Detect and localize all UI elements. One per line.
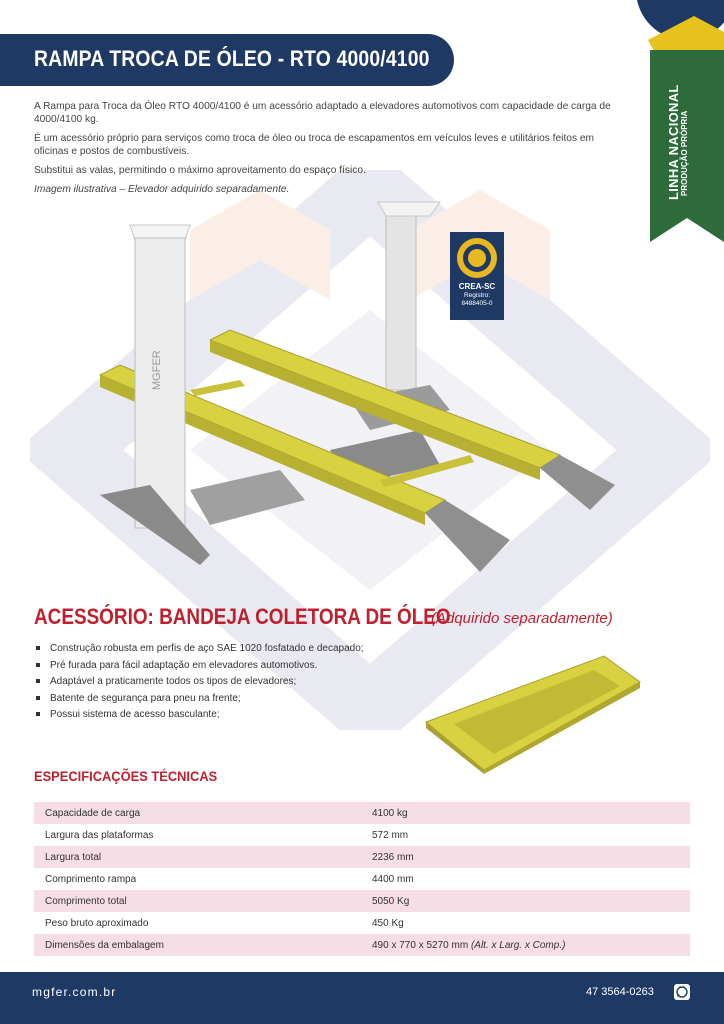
specs-table (34, 802, 690, 956)
spec-value-note: (Alt. x Larg. x Comp.) (470, 939, 566, 951)
crea-label: Registro: (463, 292, 490, 299)
footer (0, 972, 724, 1024)
spec-value: 490 x 770 x 5270 mm (Alt. x Larg. x Comp.) (372, 934, 690, 956)
crea-sc-badge (450, 232, 504, 320)
spec-label: Capacidade de carga (34, 802, 372, 824)
spec-label: Largura das plataformas (45, 829, 154, 841)
intro-text (34, 100, 624, 202)
bullet-icon (36, 712, 40, 716)
oil-tray-image (424, 652, 642, 774)
spec-label: Largura total (34, 846, 372, 868)
table-row (34, 824, 690, 846)
specs-title: ESPECIFICAÇÕES TÉCNICAS (34, 768, 218, 784)
spec-value: 4100 kg (372, 802, 690, 824)
bullet-icon (36, 663, 40, 667)
website-link[interactable]: mgfer.com.br (32, 985, 117, 999)
intro-paragraph-3: Substitui as valas, permitindo o máximo aproveitamento do espaço físico. (34, 165, 366, 176)
table-row (34, 802, 690, 824)
table-row (34, 890, 690, 912)
spec-label: Peso bruto aproximado (45, 917, 149, 929)
ribbon-text (650, 60, 704, 230)
table-row (34, 934, 690, 956)
title-bar (0, 34, 454, 86)
feature-item: Batente de segurança para pneu na frente; (36, 692, 364, 709)
column-brand: MGFER (151, 350, 163, 390)
crea-number: 8488405-0 (461, 300, 493, 307)
spec-label: Comprimento rampa (45, 873, 137, 885)
table-row (34, 846, 690, 868)
accessory-features-list (36, 642, 364, 725)
bullet-icon (36, 646, 40, 650)
spec-label: Comprimento total (34, 890, 372, 912)
intro-paragraph-1: A Rampa para Troca da Óleo RTO 4000/4100 é um acessório adaptado a elevadores automotivos com capacidade de carga de 4000/4100 kg. (34, 101, 611, 125)
feature-item: Possui sistema de acesso basculante; (36, 708, 364, 725)
feature-item: Pré furada para fácil adaptação em elevadores automotivos. (36, 659, 364, 676)
accessory-title: ACESSÓRIO: BANDEJA COLETORA DE ÓLEO (34, 604, 451, 629)
spec-value: 5050 Kg (372, 890, 690, 912)
whatsapp-icon[interactable] (674, 984, 690, 1000)
crea-seal-icon (455, 236, 499, 280)
ribbon-line2: PRODUÇÃO PRÓPRIA (680, 110, 689, 196)
intro-caption: Imagem ilustrativa – Elevador adquirido separadamente. (34, 184, 290, 195)
feature-item: Construção robusta em perfis de aço SAE 1020 fosfatado e decapado; (36, 642, 364, 659)
product-image-oil-change-ramp (90, 180, 630, 600)
bullet-icon (36, 696, 40, 700)
phone-number[interactable]: 47 3564-0263 (586, 986, 654, 998)
accessory-note: (Adquirido separadamente) (431, 610, 613, 627)
bullet-icon (36, 679, 40, 683)
intro-paragraph-2: É um acessório próprio para serviços como troca de óleo ou troca de escapamentos em veículos leves e utilitários feitos em oficinas e postos de combustíveis. (34, 133, 595, 157)
crea-name: CREA-SC (458, 282, 496, 291)
table-row (34, 868, 690, 890)
spec-value: 450 Kg (372, 917, 404, 929)
spec-label: Dimensões da embalagem (34, 934, 372, 956)
feature-item: Adaptável a praticamente todos os tipos de elevadores; (36, 675, 364, 692)
accessory-heading (34, 604, 613, 630)
spec-value: 2236 mm (372, 846, 690, 868)
spec-value: 572 mm (372, 829, 409, 841)
ribbon-line1: LINHA NACIONAL (666, 84, 681, 200)
spec-value: 4400 mm (372, 873, 414, 885)
table-row (34, 912, 690, 934)
page-title: RAMPA TROCA DE ÓLEO - RTO 4000/4100 (34, 46, 430, 71)
